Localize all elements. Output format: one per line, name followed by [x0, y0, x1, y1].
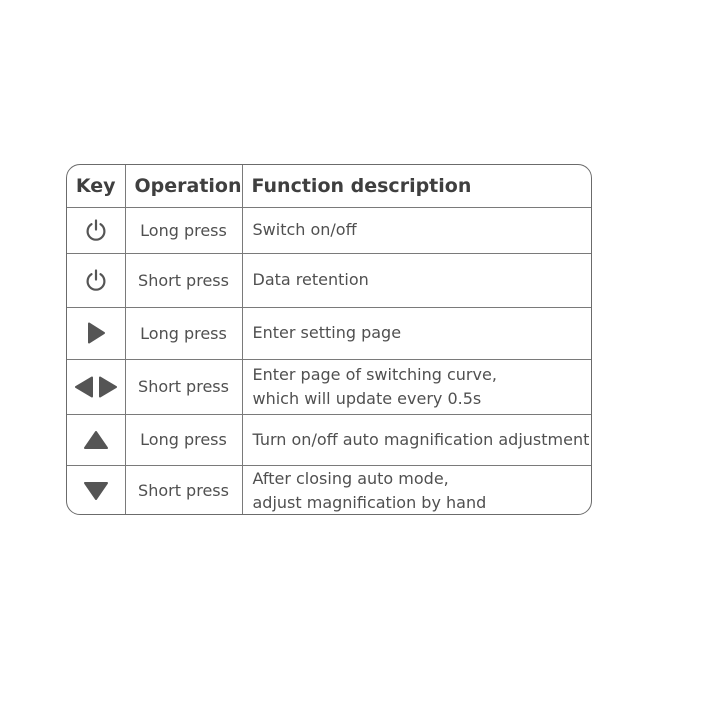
function-text: Data retention — [252, 270, 369, 289]
function-cell — [242, 465, 591, 515]
operation-cell: Short press — [125, 253, 242, 307]
table-row — [67, 359, 591, 414]
key-cell — [67, 253, 125, 307]
header-key: Key — [67, 165, 125, 207]
up-triangle-icon — [82, 429, 110, 451]
function-text-line-2: adjust magnification by hand — [252, 492, 487, 512]
function-cell — [242, 253, 591, 307]
key-function-table — [66, 164, 592, 515]
function-cell — [242, 414, 591, 465]
header-operation: Operation — [125, 165, 242, 207]
table-row — [67, 465, 591, 515]
function-cell — [242, 207, 591, 253]
function-text-line-1: After closing auto mode, — [252, 468, 449, 488]
function-text-line-2: which will update every 0.5s — [252, 388, 482, 408]
table-header-row — [67, 165, 591, 207]
table-row — [67, 414, 591, 465]
key-cell — [67, 207, 125, 253]
operation-cell: Short press — [125, 465, 242, 515]
right-triangle-icon — [85, 321, 107, 345]
table-row — [67, 307, 591, 359]
key-cell — [67, 359, 125, 414]
key-table — [67, 165, 591, 515]
operation-cell: Long press — [125, 414, 242, 465]
function-cell — [242, 307, 591, 359]
table-row — [67, 207, 591, 253]
operation-cell: Long press — [125, 307, 242, 359]
power-icon — [83, 267, 109, 293]
key-cell — [67, 307, 125, 359]
down-triangle-icon — [82, 480, 110, 502]
table-row — [67, 253, 591, 307]
function-text: Enter setting page — [252, 323, 402, 342]
operation-cell: Long press — [125, 207, 242, 253]
operation-cell: Short press — [125, 359, 242, 414]
function-text: Turn on/off auto magnification adjustment — [252, 429, 590, 449]
function-cell — [242, 359, 591, 414]
function-text-line-1: Enter page of switching curve, — [252, 364, 497, 384]
left-right-triangles-icon — [73, 375, 119, 399]
power-icon — [83, 217, 109, 243]
key-cell — [67, 414, 125, 465]
key-cell — [67, 465, 125, 515]
function-text: Switch on/off — [252, 220, 357, 239]
header-function-description: Function description — [242, 165, 591, 207]
